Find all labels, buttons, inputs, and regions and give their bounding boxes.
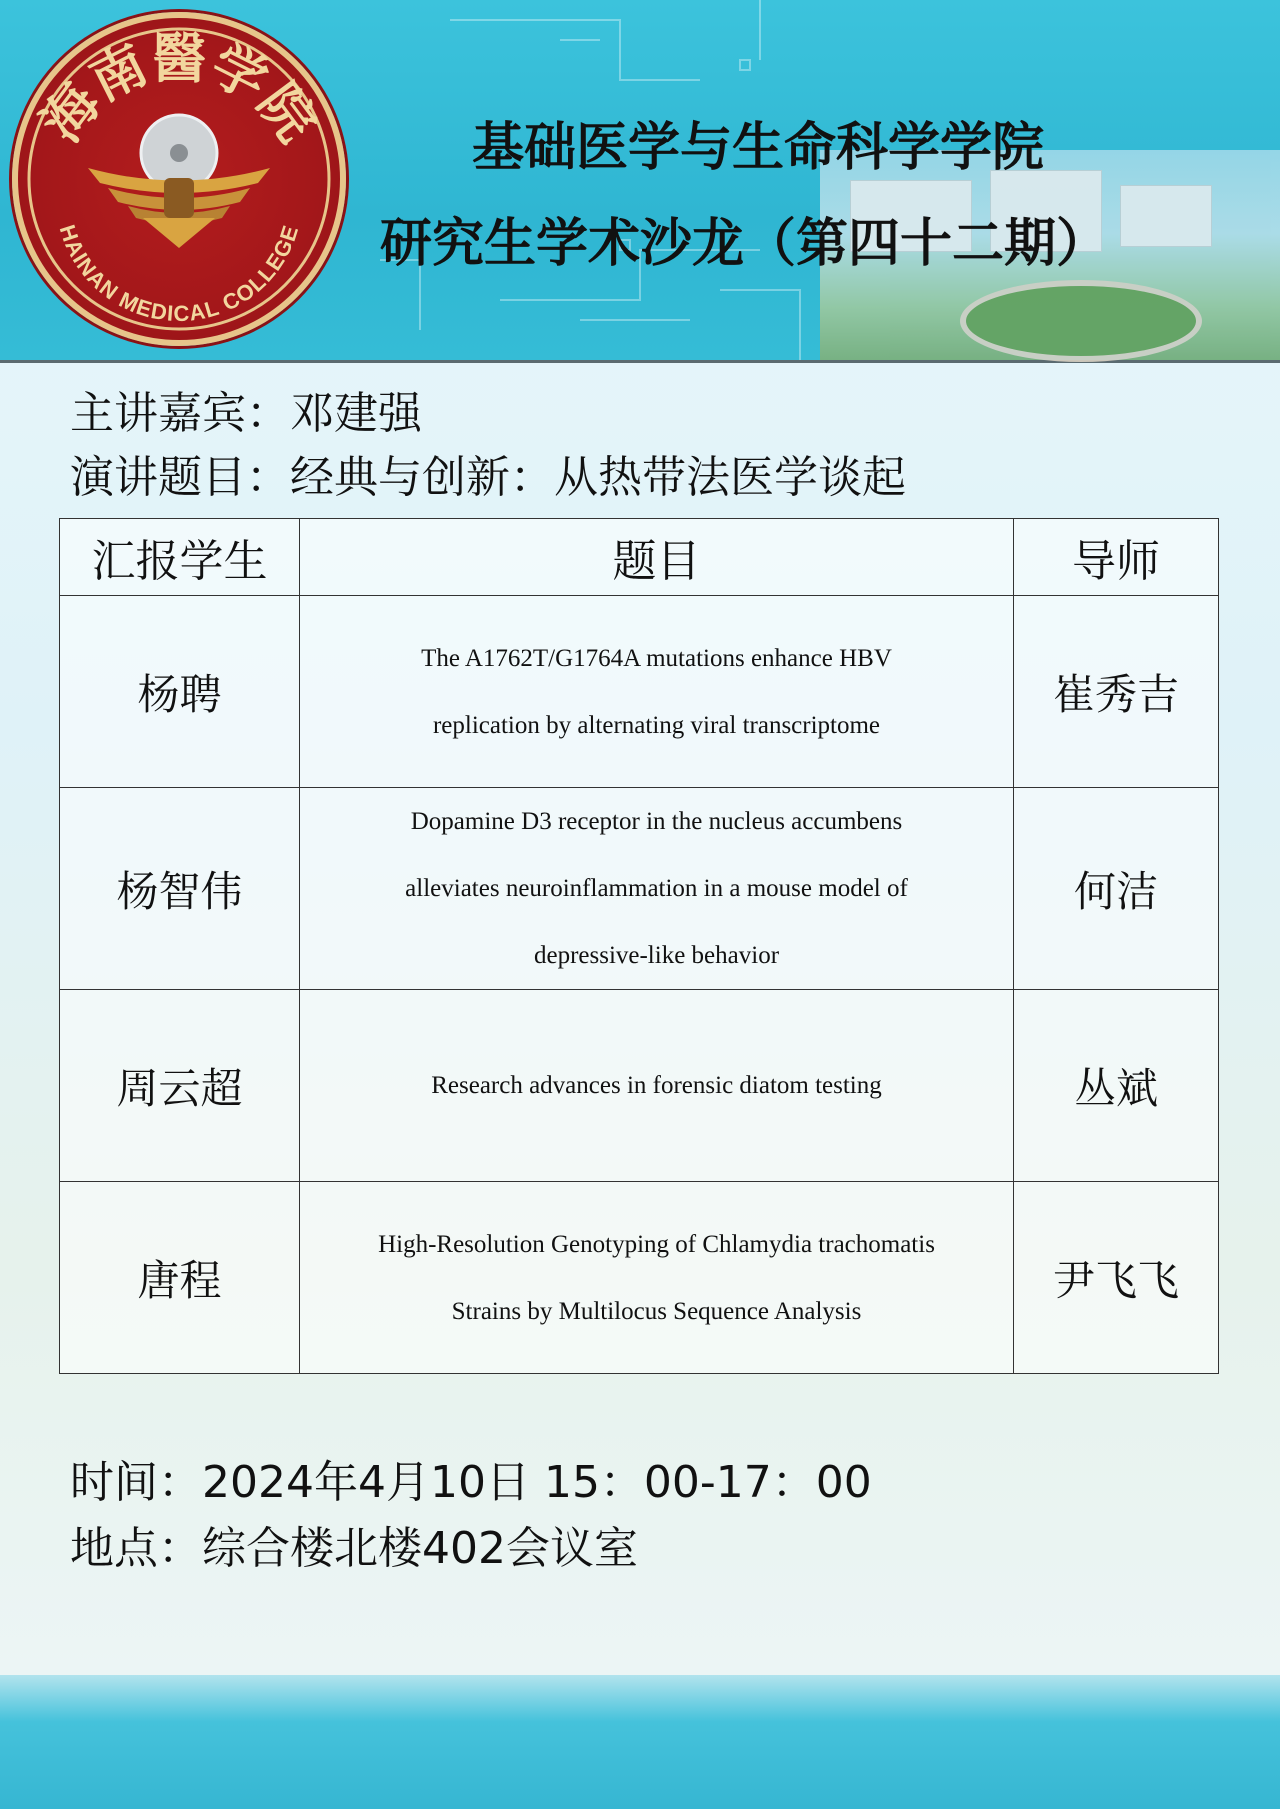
advisor-name: 崔秀吉 <box>1014 596 1219 788</box>
topic-line: The A1762T/G1764A mutations enhance HBV <box>421 644 892 672</box>
event-title: 研究生学术沙龙（第四十二期） <box>380 213 1109 274</box>
topic-line: replication by alternating viral transcriptome <box>432 711 881 739</box>
advisor-name: 何洁 <box>1014 788 1219 990</box>
topic-line: alleviates neuroinflammation in a mouse model of <box>405 875 908 902</box>
student-name: 杨聘 <box>60 596 300 788</box>
college-name: 基础医学与生命科学学院 <box>472 117 1045 178</box>
college-seal-logo <box>12 12 346 346</box>
svg-text:海南醫学院: 海南醫学院 <box>28 26 330 154</box>
topic-line: Strains by Multilocus Sequence Analysis <box>451 1297 862 1325</box>
table-row <box>60 990 1219 1182</box>
header-banner <box>0 0 1280 363</box>
table-row <box>60 788 1219 990</box>
advisor-name: 丛斌 <box>1014 990 1219 1182</box>
topic-line: Dopamine D3 receptor in the nucleus accumbens <box>410 808 903 835</box>
table-row <box>60 1182 1219 1374</box>
topic-line: Research advances in forensic diatom testing <box>431 1072 882 1099</box>
table-header-row <box>60 519 1219 596</box>
topic-cell <box>300 788 1014 990</box>
student-name: 杨智伟 <box>60 788 300 990</box>
speaker-line: 主讲嘉宾：邓建强 <box>70 388 422 439</box>
table-row <box>60 596 1219 788</box>
presentation-table <box>59 518 1219 1374</box>
talk-info <box>70 382 906 510</box>
student-name: 周云超 <box>60 990 300 1182</box>
topic-cell <box>300 596 1014 788</box>
event-details <box>70 1450 872 1582</box>
column-header-advisor: 导师 <box>1014 519 1219 596</box>
footer-band <box>0 1675 1280 1809</box>
talk-title-line: 演讲题目：经典与创新：从热带法医学谈起 <box>70 452 906 503</box>
topic-line: depressive-like behavior <box>533 942 780 969</box>
topic-cell <box>300 990 1014 1182</box>
event-location: 地点：综合楼北楼402会议室 <box>70 1523 638 1574</box>
column-header-topic: 题目 <box>300 519 1014 596</box>
column-header-student: 汇报学生 <box>60 519 300 596</box>
event-time: 时间：2024年4月10日 15：00-17：00 <box>70 1457 872 1508</box>
svg-text:HAINAN MEDICAL COLLEGE: HAINAN MEDICAL COLLEGE <box>54 221 304 327</box>
student-name: 唐程 <box>60 1182 300 1374</box>
advisor-name: 尹飞飞 <box>1014 1182 1219 1374</box>
topic-line: High-Resolution Genotyping of Chlamydia trachomatis <box>378 1230 935 1258</box>
title-block <box>380 100 1240 292</box>
topic-cell <box>300 1182 1014 1374</box>
